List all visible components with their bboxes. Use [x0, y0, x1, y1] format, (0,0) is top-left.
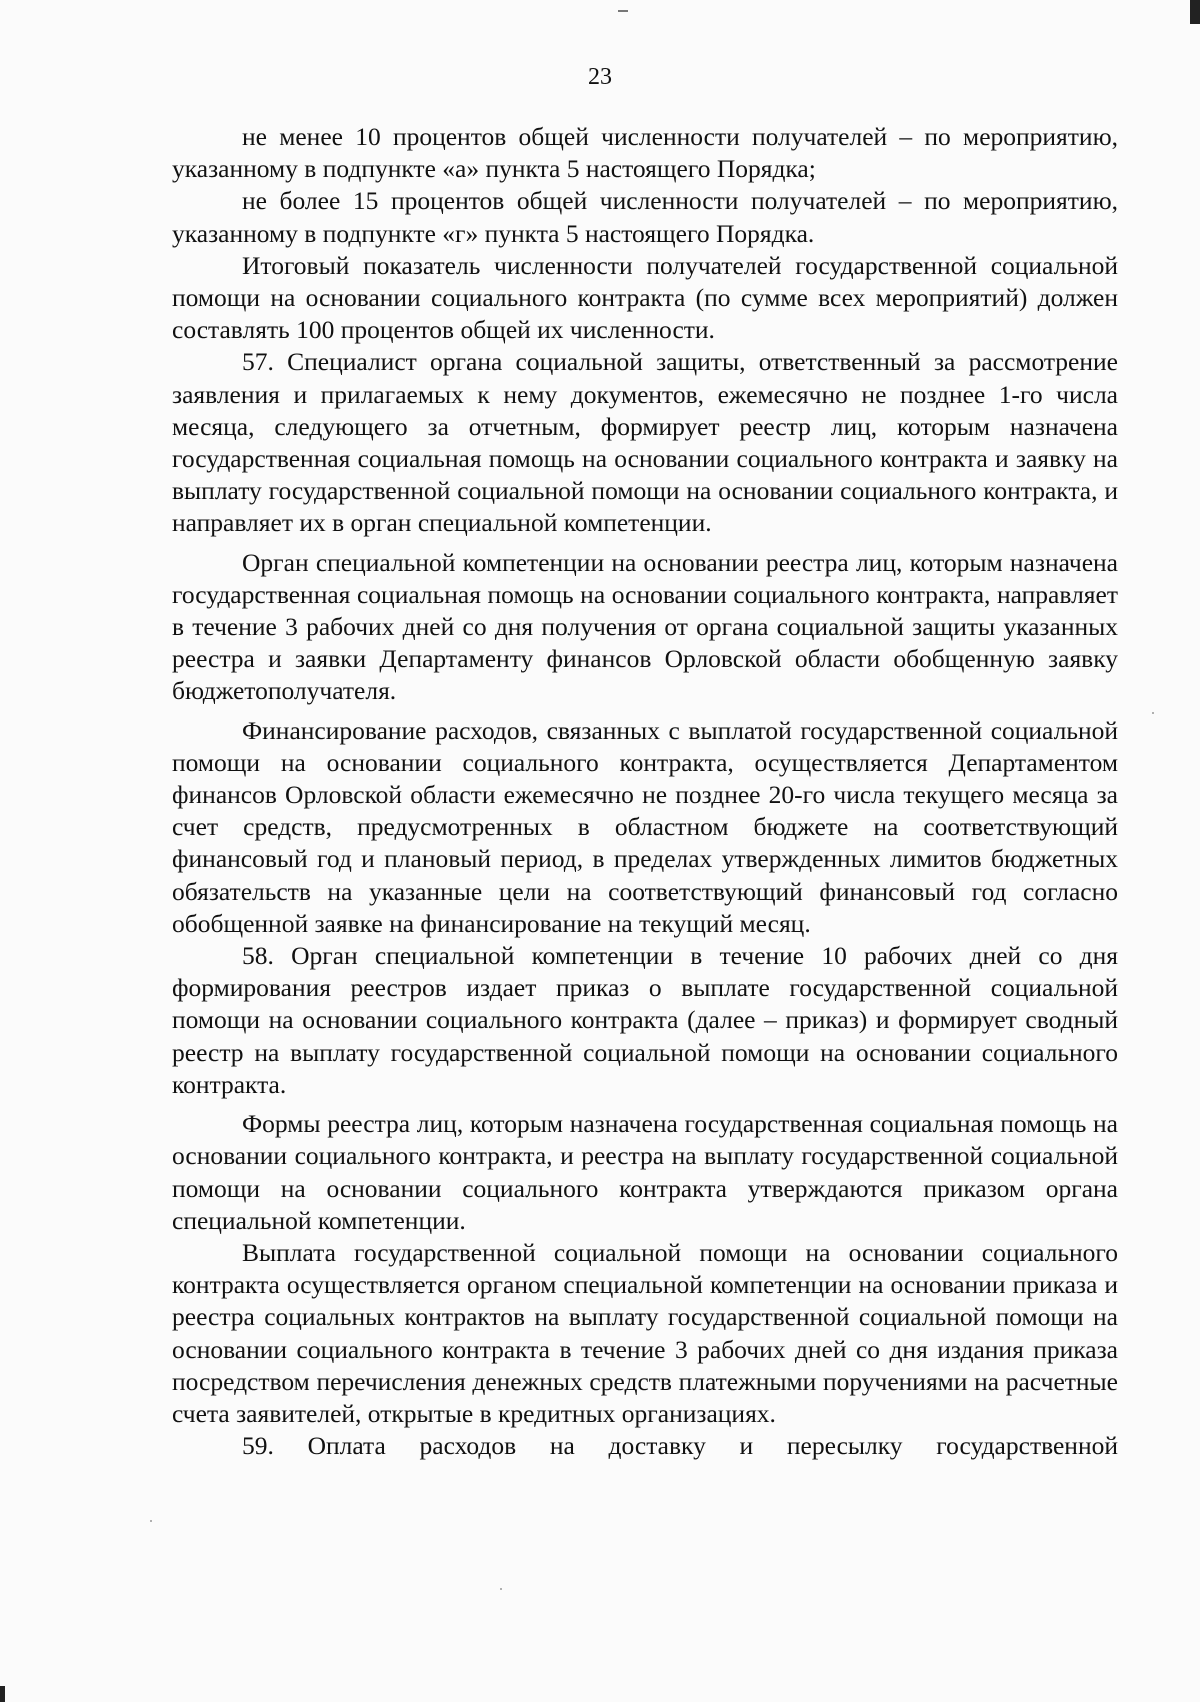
scan-artifact: [0, 1686, 5, 1702]
paragraph-max-15-percent: не более 15 процентов общей численности получателей – по мероприятию, указанному в подпункте «г» пункта 5 настоящего Порядка.: [172, 186, 1118, 248]
paragraph-consolidated-request: Орган специальной компетенции на основании реестра лиц, которым назначена государственная социальная помощь на основании социального контракта, направляет в течение 3 рабочих дней со дня получения от органа социальной защиты указанных реестра и заявки Департаменту финансов Орловской области обобщенную заявку бюджетополучателя.: [172, 547, 1118, 706]
paragraph-payment: Выплата государственной социальной помощи на основании социального контракта осуществляется органом специальной компетенции на основании приказа и реестра социальных контрактов на выплату государственной социальной помощи на основании социального контракта в течение 3 рабочих дней со дня издания приказа посредством перечисления денежных средств платежными поручениями на расчетные счета заявителей, открытые в кредитных организациях.: [172, 1237, 1118, 1428]
scan-speck: [150, 1520, 152, 1522]
scan-speck: [500, 1588, 502, 1590]
document-body: [172, 121, 1118, 1462]
scan-artifact: [1190, 0, 1200, 24]
paragraph-total-indicator: Итоговый показатель численности получателей государственной социальной помощи на основании социального контракта (по сумме всех мероприятий) должен составлять 100 процентов общей их численности.: [172, 250, 1118, 345]
paragraph-min-10-percent: не менее 10 процентов общей численности получателей – по мероприятию, указанному в подпункте «а» пункта 5 настоящего Порядка;: [172, 122, 1118, 184]
paragraph-clause-58: 58. Орган специальной компетенции в течение 10 рабочих дней со дня формирования реестров издает приказ о выплате государственной социальной помощи на основании социального контракта (далее – приказ) и формирует сводный реестр на выплату государственной социальной помощи на основании социального контракта.: [172, 941, 1118, 1099]
paragraph-register-forms: Формы реестра лиц, которым назначена государственная социальная помощь на основании социального контракта, и реестра на выплату государственной социальной помощи на основании социального контракта утверждаются приказом органа специальной компетенции.: [172, 1109, 1118, 1235]
scan-speck: [1152, 712, 1154, 714]
page-number: 23: [588, 64, 612, 90]
paragraph-financing: Финансирование расходов, связанных с выплатой государственной социальной помощи на основании социального контракта, осуществляется Департаментом финансов Орловской области ежемесячно не позднее 20-го числа текущего месяца за счет средств, предусмотренных в областном бюджете на соответствующий финансовый год и плановый период, в пределах утвержденных лимитов бюджетных обязательств на указанные цели на соответствующий финансовый год согласно обобщенной заявке на финансирование на текущий месяц.: [172, 715, 1118, 938]
paragraph-clause-59: 59. Оплата расходов на доставку и пересылку государственной: [242, 1431, 1118, 1461]
paragraph-clause-57: 57. Специалист органа социальной защиты, ответственный за рассмотрение заявления и прилагаемых к нему документов, ежемесячно не позднее 1-го числа месяца, следующего за отчетным, формирует реестр лиц, которым назначена государственная социальная помощь на основании социального контракта и заявку на выплату государственной социальной помощи на основании социального контракта, и направляет их в орган специальной компетенции.: [172, 347, 1118, 538]
scan-artifact: [618, 10, 628, 12]
